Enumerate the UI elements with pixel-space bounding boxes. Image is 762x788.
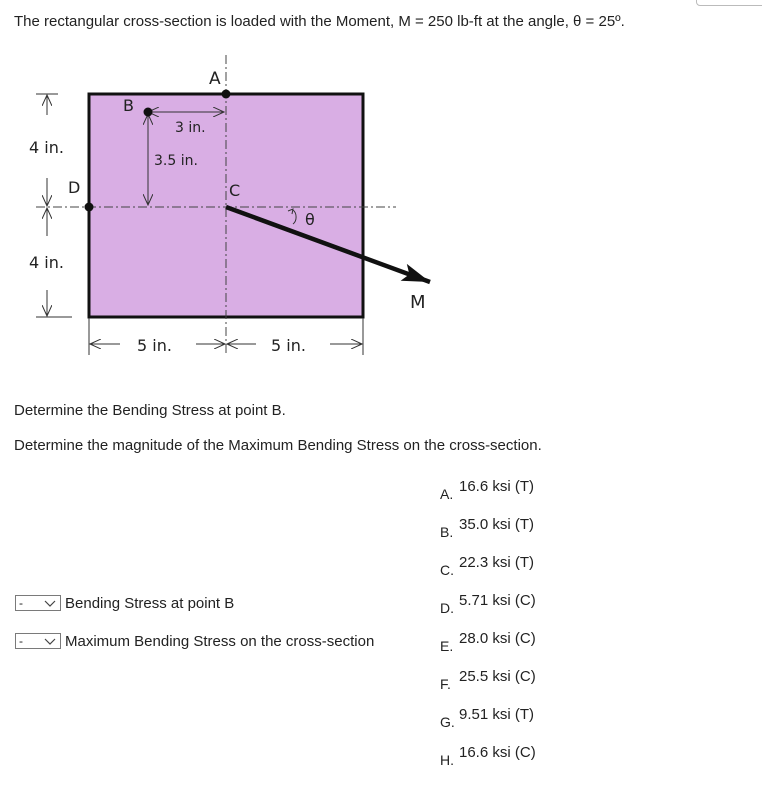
choice-letter: A.: [440, 486, 454, 502]
answer-label-max-stress: Maximum Bending Stress on the cross-section: [65, 632, 375, 650]
question-text: The rectangular cross-section is loaded with the Moment, M = 250 lb-ft at the angle, θ = 25º.: [14, 13, 625, 30]
choice-text: 9.51 ksi (T): [459, 706, 535, 723]
prompt-max-bending-stress: Determine the magnitude of the Maximum Bending Stress on the cross-section.: [14, 437, 542, 454]
point-a-label: A: [209, 69, 221, 89]
point-d-marker: [85, 203, 94, 212]
choice-text: 16.6 ksi (T): [459, 478, 535, 495]
point-b-marker: [144, 108, 153, 117]
choice-letter: H.: [440, 752, 454, 768]
cross-section-figure: [0, 0, 480, 370]
choice-letter: C.: [440, 562, 454, 578]
answer-row-point-b: [15, 592, 234, 614]
point-c-label: C: [229, 181, 241, 200]
choice-text: 16.6 ksi (C): [459, 744, 536, 761]
chevron-down-icon: [43, 596, 57, 610]
point-d-label: D: [68, 178, 81, 197]
answer-row-max-stress: [15, 630, 374, 652]
choice-letter: B.: [440, 524, 454, 540]
answer-select-value: -: [19, 634, 23, 648]
b-offset-vertical-label: 3.5 in.: [154, 153, 198, 169]
height-top-label: 4 in.: [29, 138, 64, 157]
point-a-marker: [222, 90, 231, 99]
height-bottom-label: 4 in.: [29, 253, 64, 272]
window-frame-corner: [696, 0, 762, 6]
choice-letter: E.: [440, 638, 454, 654]
choice-text: 35.0 ksi (T): [459, 516, 535, 533]
choice-text: 25.5 ksi (C): [459, 668, 536, 685]
choice-letter: G.: [440, 714, 455, 730]
choice-letter: F.: [440, 676, 451, 692]
choice-text: 28.0 ksi (C): [459, 630, 536, 647]
b-offset-horizontal-label: 3 in.: [175, 120, 206, 136]
choice-text: 22.3 ksi (T): [459, 554, 535, 571]
width-left-label: 5 in.: [137, 336, 172, 355]
answer-select-value: -: [19, 596, 23, 610]
chevron-down-icon: [43, 634, 57, 648]
point-b-label: B: [123, 96, 134, 115]
choice-letter: D.: [440, 600, 454, 616]
theta-label: θ: [305, 210, 315, 229]
answer-select-point-b[interactable]: [15, 595, 61, 611]
width-right-label: 5 in.: [271, 336, 306, 355]
answer-select-max-stress[interactable]: [15, 633, 61, 649]
choice-text: 5.71 ksi (C): [459, 592, 536, 609]
answer-label-point-b: Bending Stress at point B: [65, 594, 235, 612]
prompt-bending-stress-b: Determine the Bending Stress at point B.: [14, 402, 286, 419]
moment-label: M: [410, 292, 426, 313]
